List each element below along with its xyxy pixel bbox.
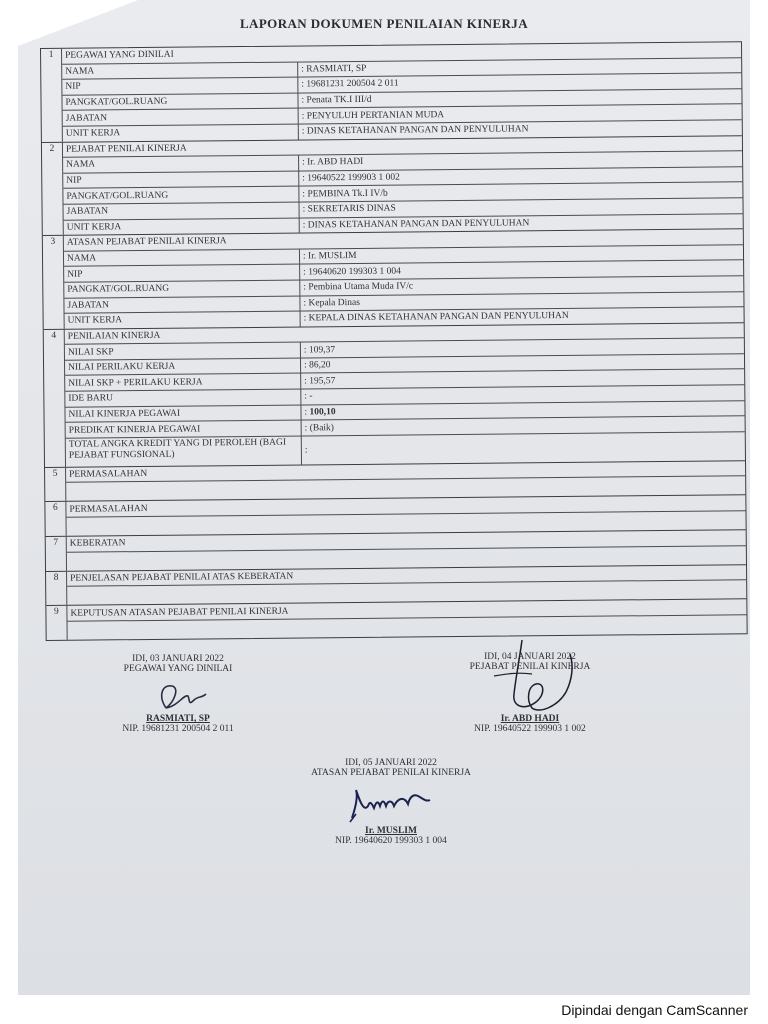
section-number: 2	[42, 142, 64, 235]
signature-pejabat-penilai	[430, 652, 630, 734]
section-pejabat-penilai	[42, 136, 743, 236]
row-value: : DINAS KETAHANAN PANGAN DAN PENYULUHAN	[301, 124, 529, 137]
section-number: 4	[44, 329, 66, 466]
handwritten-signature	[88, 674, 268, 710]
section-number: 3	[43, 236, 65, 329]
signature-atasan	[286, 758, 496, 846]
row-value: :	[304, 445, 308, 456]
signature-nip: NIP. 19640522 199903 1 002	[474, 724, 586, 734]
document-title: LAPORAN DOKUMEN PENILAIAN KINERJA	[239, 16, 528, 31]
section-number: 7	[46, 537, 67, 571]
row-label: NILAI PERILAKU KERJA	[65, 358, 301, 375]
row-value: : Ir. MUSLIM	[302, 250, 357, 262]
row-value: : SEKRETARIS DINAS	[302, 203, 396, 215]
row-value: : Ir. ABD HADI	[302, 157, 364, 168]
handwritten-signature	[286, 778, 496, 822]
signature-name: Ir. MUSLIM	[365, 826, 417, 836]
row-label: NAMA	[63, 156, 299, 173]
row-label: NIP	[64, 265, 300, 282]
row-label: NILAI SKP	[65, 343, 301, 360]
section-heading: PERMASALAHAN	[66, 461, 745, 483]
row-label: TOTAL ANGKA KREDIT YANG DI PEROLEH (BAGI PEJABAT FUNGSIONAL)	[66, 435, 302, 467]
row-value: : PEMBINA Tk.I IV/b	[302, 188, 388, 200]
signature-nip: NIP. 19681231 200504 2 011	[122, 724, 234, 734]
row-label: JABATAN	[64, 202, 300, 219]
row-value: : 19640620 199303 1 004	[303, 266, 401, 278]
section-number: 5	[45, 468, 66, 502]
signature-place-date: IDI, 05 JANUARI 2022	[345, 758, 437, 768]
assessment-form	[40, 41, 748, 641]
row-label: PREDIKAT KINERJA PEGAWAI	[66, 421, 302, 438]
row-value: : (Baik)	[304, 422, 335, 434]
signature-name: Ir. ABD HADI	[500, 714, 560, 724]
handwritten-signature	[430, 672, 630, 710]
section-number: 1	[41, 49, 63, 142]
row-label: NIP	[62, 78, 298, 95]
row-value: : Pembina Utama Muda IV/c	[303, 281, 414, 293]
section-heading: KEPUTUSAN ATASAN PEJABAT PENILAI KINERJA	[67, 599, 746, 621]
row-label: PANGKAT/GOL.RUANG	[62, 93, 298, 110]
section-heading: PEJABAT PENILAI KINERJA	[63, 136, 742, 158]
section-atasan-pejabat	[43, 229, 744, 329]
row-label: NILAI SKP + PERILAKU KERJA	[65, 374, 301, 391]
section-number: 8	[46, 571, 67, 605]
signature-role: PEGAWAI YANG DINILAI	[123, 664, 233, 674]
row-label: JABATAN	[64, 296, 300, 313]
row-value: : PENYULUH PERTANIAN MUDA	[301, 109, 445, 122]
row-value: : DINAS KETAHANAN PANGAN DAN PENYULUHAN	[302, 218, 530, 231]
camscanner-footer: Dipindai dengan CamScanner	[561, 1002, 748, 1018]
section-heading: PENJELASAN PEJABAT PENILAI ATAS KEBERATAN	[67, 565, 746, 587]
row-label: JABATAN	[63, 109, 299, 126]
signature-place-date: IDI, 04 JANUARI 2022	[484, 652, 576, 662]
row-value: : 86,20	[304, 360, 331, 371]
row-value: : 109,37	[303, 344, 336, 356]
section-heading: PERMASALAHAN	[66, 496, 745, 518]
signature-place-date: IDI, 03 JANUARI 2022	[132, 654, 224, 664]
section-pegawai	[41, 42, 742, 142]
row-label: NILAI KINERJA PEGAWAI	[65, 405, 301, 422]
row-value: : Kepala Dinas	[303, 297, 360, 309]
row-value: : -	[304, 391, 313, 402]
row-label: PANGKAT/GOL.RUANG	[63, 187, 299, 204]
section-keputusan	[46, 599, 746, 639]
signature-name: RASMIATI, SP	[146, 714, 210, 724]
row-label: UNIT KERJA	[63, 124, 299, 141]
section-penilaian-kinerja	[44, 323, 745, 468]
row-label: UNIT KERJA	[64, 218, 300, 235]
section-heading: PEGAWAI YANG DINILAI	[62, 42, 741, 64]
row-label: NAMA	[62, 62, 298, 79]
row-value: : 195,57	[304, 375, 336, 387]
signature-nip: NIP. 19640620 199303 1 004	[335, 836, 447, 846]
row-value: : RASMIATI, SP	[301, 63, 367, 75]
section-number: 9	[46, 606, 67, 640]
row-label: PANGKAT/GOL.RUANG	[64, 280, 300, 297]
row-label: NAMA	[64, 249, 300, 266]
section-heading: PENILAIAN KINERJA	[65, 323, 744, 345]
signature-pegawai	[88, 654, 268, 734]
row-label: NIP	[63, 171, 299, 188]
signature-role: PEJABAT PENILAI KINERJA	[469, 662, 591, 672]
section-heading: KEBERATAN	[67, 530, 746, 552]
row-label: IDE BARU	[65, 390, 301, 407]
nilai-kinerja-value: 100,10	[309, 407, 336, 418]
signature-role: ATASAN PEJABAT PENILAI KINERJA	[311, 768, 471, 778]
row-value: : KEPALA DINAS KETAHANAN PANGAN DAN PENYULUHAN	[303, 311, 569, 324]
scanned-paper	[18, 0, 750, 995]
row-value: : 19681231 200504 2 011	[301, 79, 399, 90]
section-heading: ATASAN PEJABAT PENILAI KINERJA	[64, 229, 743, 251]
section-number: 6	[45, 502, 66, 536]
row-value: : Penata TK.I III/d	[301, 94, 372, 106]
row-value: : 19640522 199903 1 002	[302, 172, 400, 184]
row-label: UNIT KERJA	[65, 312, 301, 329]
colon-mark: :	[304, 407, 310, 418]
